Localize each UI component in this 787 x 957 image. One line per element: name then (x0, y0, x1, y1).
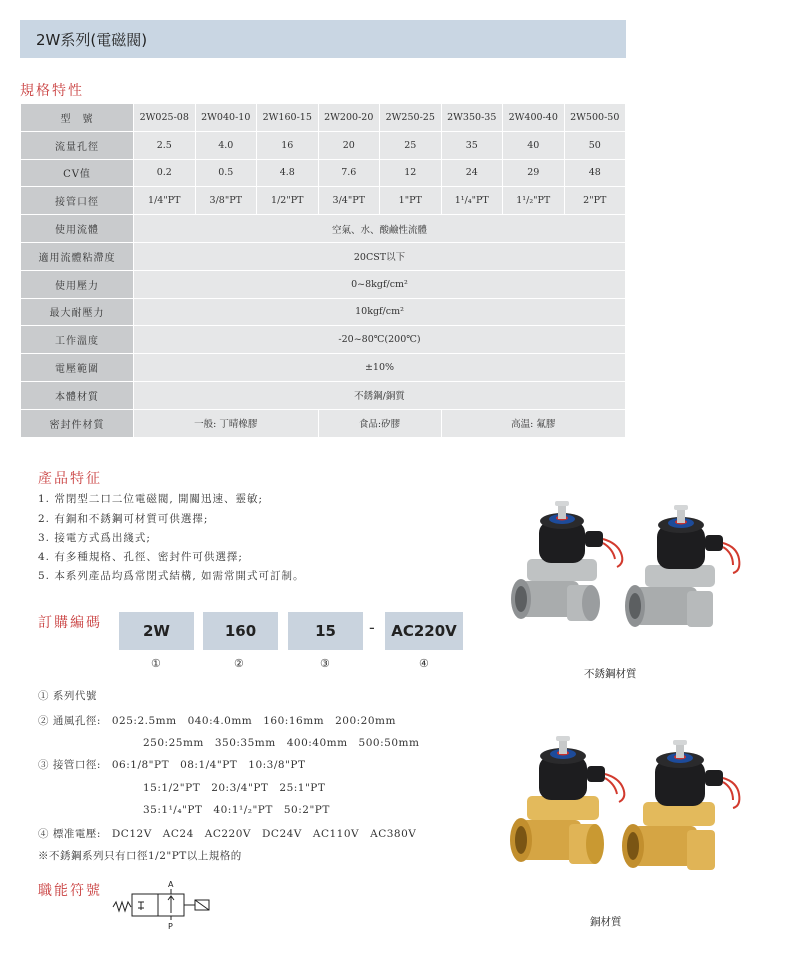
features-section-title: 產品特征 (38, 471, 102, 487)
spec-cell: 2W400-40 (503, 104, 565, 132)
brass-valve-image (505, 730, 755, 900)
spec-seal-cell: 食品:矽膠 (318, 409, 441, 437)
brass-caption: 銅材質 (590, 916, 622, 928)
svg-text:A: A (168, 880, 174, 889)
code-line: 35:1¹/₄"PT 40:1¹/₂"PT 50:2"PT (143, 804, 330, 816)
code-line: ③ 接管口徑: 06:1/8"PT 08:1/4"PT 10:3/8"PT (38, 759, 306, 771)
order-box-voltage: AC220V (385, 612, 463, 650)
order-box-orifice: 160 (203, 612, 278, 650)
spec-row (21, 131, 626, 159)
spec-cell: 1"PT (380, 187, 442, 215)
feature-item: 4. 有多種規格、孔徑、密封件可供選擇; (38, 551, 243, 563)
spec-row-label: 最大耐壓力 (21, 298, 134, 326)
spec-cell: 2W040-10 (195, 104, 257, 132)
spec-cell: 2W160-15 (257, 104, 319, 132)
spec-row (21, 242, 626, 270)
spec-cell: 24 (441, 159, 503, 187)
spec-row (21, 381, 626, 409)
spec-cell-merged: 不銹鋼/銅質 (134, 381, 626, 409)
code-line: ④ 標准電壓: DC12V AC24 AC220V DC24V AC110V AC380V (38, 828, 417, 840)
spec-cell: 0.5 (195, 159, 257, 187)
order-marker: ① (151, 657, 161, 670)
spec-cell: 40 (503, 131, 565, 159)
spec-cell: 25 (380, 131, 442, 159)
page-title-bar (20, 20, 626, 58)
spec-cell: 1/4"PT (134, 187, 196, 215)
spec-row-label: 適用流體粘滯度 (21, 242, 134, 270)
spec-cell: 29 (503, 159, 565, 187)
feature-item: 3. 接電方式爲出綫式; (38, 532, 151, 544)
spec-cell: 4.8 (257, 159, 319, 187)
code-line: ① 系列代號 (38, 690, 97, 702)
code-line: ② 通風孔徑: 025:2.5mm 040:4.0mm 160:16mm 200:20mm (38, 715, 396, 727)
spec-cell: 2W025-08 (134, 104, 196, 132)
spec-cell-merged: -20~80℃(200℃) (134, 326, 626, 354)
feature-item: 2. 有銅和不銹鋼可材質可供選擇; (38, 513, 209, 525)
code-line: 15:1/2"PT 20:3/4"PT 25:1"PT (143, 782, 326, 794)
spec-cell: 50 (564, 131, 626, 159)
spec-cell: 35 (441, 131, 503, 159)
code-line: ※不銹鋼系列只有口徑1/2"PT以上規格的 (38, 850, 242, 862)
spec-cell: 12 (380, 159, 442, 187)
spec-cell: 2W350-35 (441, 104, 503, 132)
spec-cell: 2.5 (134, 131, 196, 159)
spec-cell: 0.2 (134, 159, 196, 187)
spec-row-label: 電壓範圍 (21, 354, 134, 382)
spec-cell: 16 (257, 131, 319, 159)
spec-cell: 20 (318, 131, 380, 159)
spec-row-label: CV值 (21, 159, 134, 187)
spec-row (21, 298, 626, 326)
spec-cell: 3/8"PT (195, 187, 257, 215)
spec-cell-merged: 10kgf/cm² (134, 298, 626, 326)
spec-cell-merged: 20CST以下 (134, 242, 626, 270)
spec-seal-cell: 一般: 丁晴橡膠 (134, 409, 319, 437)
valve-symbol-icon (110, 878, 220, 930)
spec-row-label: 流量孔徑 (21, 131, 134, 159)
spec-table (20, 103, 626, 438)
spec-cell: 4.0 (195, 131, 257, 159)
spec-row-label: 使用壓力 (21, 270, 134, 298)
feature-item: 1. 常閉型二口二位電磁閥, 開關迅速、靈敏; (38, 493, 264, 505)
spec-cell-merged: 空氣、水、酸鹼性流體 (134, 215, 626, 243)
code-line: 250:25mm 350:35mm 400:40mm 500:50mm (143, 737, 420, 749)
spec-row (21, 159, 626, 187)
spec-row (21, 354, 626, 382)
spec-row-label: 工作溫度 (21, 326, 134, 354)
spec-section-title: 規格特性 (20, 83, 84, 99)
spec-cell: 48 (564, 159, 626, 187)
order-dash: - (369, 618, 375, 637)
symbol-section-title: 職能符號 (38, 883, 102, 899)
spec-row (21, 215, 626, 243)
spec-cell: 3/4"PT (318, 187, 380, 215)
spec-row (21, 326, 626, 354)
spec-cell: 1¹/₄"PT (441, 187, 503, 215)
spec-row-label: 型 號 (21, 104, 134, 132)
spec-row-label: 本體材質 (21, 381, 134, 409)
spec-row-label: 接管口徑 (21, 187, 134, 215)
page-title: 2W系列(電磁閥) (36, 31, 148, 49)
spec-cell-merged: 0~8kgf/cm² (134, 270, 626, 298)
order-box-port: 15 (288, 612, 363, 650)
spec-row (21, 409, 626, 437)
svg-text:P: P (168, 922, 173, 930)
spec-cell: 1/2"PT (257, 187, 319, 215)
order-box-series: 2W (119, 612, 194, 650)
spec-row-label: 使用流體 (21, 215, 134, 243)
stainless-valve-image (505, 495, 755, 655)
steel-caption: 不銹鋼材質 (584, 668, 637, 680)
spec-cell: 2"PT (564, 187, 626, 215)
order-marker: ④ (419, 657, 429, 670)
spec-cell: 2W200-20 (318, 104, 380, 132)
spec-cell: 7.6 (318, 159, 380, 187)
feature-item: 5. 本系列產品均爲常閉式結構, 如需常開式可訂制。 (38, 570, 305, 582)
spec-cell: 2W500-50 (564, 104, 626, 132)
spec-cell-merged: ±10% (134, 354, 626, 382)
spec-seal-cell: 高温: 氟膠 (441, 409, 626, 437)
spec-row (21, 187, 626, 215)
spec-cell: 1¹/₂"PT (503, 187, 565, 215)
order-section-title: 訂購編碼 (38, 615, 102, 631)
order-marker: ② (234, 657, 244, 670)
order-marker: ③ (320, 657, 330, 670)
spec-row-label: 密封件材質 (21, 409, 134, 437)
spec-cell: 2W250-25 (380, 104, 442, 132)
spec-row (21, 270, 626, 298)
spec-row (21, 104, 626, 132)
